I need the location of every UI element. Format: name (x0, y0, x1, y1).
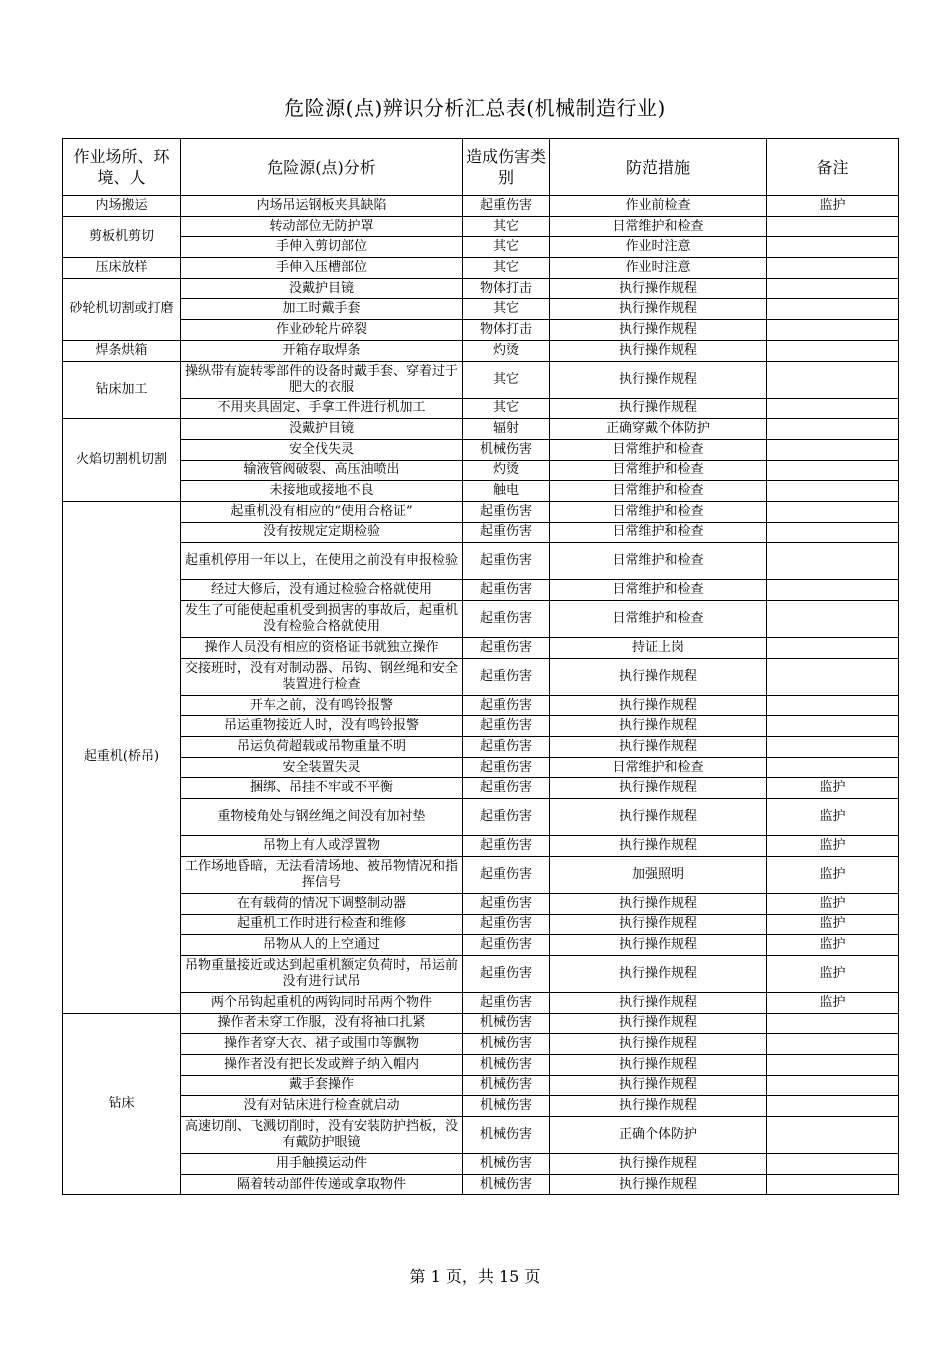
table-row (63, 460, 899, 481)
cell-injury: 辐射 (463, 419, 550, 440)
cell-injury: 起重伤害 (463, 757, 550, 778)
cell-measure: 执行操作规程 (550, 1034, 767, 1055)
cell-measure: 执行操作规程 (550, 1075, 767, 1096)
table-row (63, 914, 899, 935)
page-title: 危险源(点)辨识分析汇总表(机械制造行业) (284, 96, 666, 120)
cell-note (767, 1054, 899, 1075)
cell-place: 内场搬运 (63, 196, 181, 217)
cell-injury: 起重伤害 (463, 716, 550, 737)
table-row (63, 716, 899, 737)
cell-injury: 起重伤害 (463, 658, 550, 695)
cell-note (767, 216, 899, 237)
cell-note (767, 1013, 899, 1034)
cell-note (767, 1154, 899, 1175)
cell-injury: 起重伤害 (463, 955, 550, 992)
cell-measure: 执行操作规程 (550, 992, 767, 1013)
table-row (63, 522, 899, 543)
cell-injury: 起重伤害 (463, 543, 550, 580)
hazard-table (62, 138, 899, 1195)
cell-hazard: 发生了可能使起重机受到损害的事故后，起重机没有检验合格就使用 (181, 601, 463, 638)
cell-note (767, 501, 899, 522)
table-row (63, 695, 899, 716)
cell-hazard: 用手触摸运动件 (181, 1154, 463, 1175)
cell-hazard: 操作者没有把长发或辫子纳入帽内 (181, 1054, 463, 1075)
cell-injury: 物体打击 (463, 320, 550, 341)
cell-measure: 执行操作规程 (550, 716, 767, 737)
cell-injury: 机械伤害 (463, 1054, 550, 1075)
cell-injury: 起重伤害 (463, 992, 550, 1013)
cell-measure: 执行操作规程 (550, 955, 767, 992)
cell-injury: 其它 (463, 361, 550, 398)
cell-measure: 作业前检查 (550, 196, 767, 217)
table-row (63, 658, 899, 695)
cell-injury: 机械伤害 (463, 1096, 550, 1117)
cell-measure: 正确个体防护 (550, 1117, 767, 1154)
cell-measure: 执行操作规程 (550, 737, 767, 758)
cell-measure: 执行操作规程 (550, 1054, 767, 1075)
cell-measure: 执行操作规程 (550, 935, 767, 956)
cell-note (767, 716, 899, 737)
cell-measure: 执行操作规程 (550, 914, 767, 935)
table-row (63, 580, 899, 601)
cell-note (767, 601, 899, 638)
cell-injury: 机械伤害 (463, 1075, 550, 1096)
cell-hazard: 重物棱角处与钢丝绳之间没有加衬垫 (181, 799, 463, 836)
cell-hazard: 没有对钻床进行检查就启动 (181, 1096, 463, 1117)
cell-note: 监护 (767, 778, 899, 799)
cell-note (767, 522, 899, 543)
table-row (63, 737, 899, 758)
cell-injury: 起重伤害 (463, 737, 550, 758)
cell-note (767, 340, 899, 361)
cell-note (767, 658, 899, 695)
cell-measure: 作业时注意 (550, 237, 767, 258)
cell-note: 监护 (767, 836, 899, 857)
table-row (63, 1154, 899, 1175)
table-row (63, 1096, 899, 1117)
cell-hazard: 经过大修后，没有通过检验合格就使用 (181, 580, 463, 601)
cell-measure: 执行操作规程 (550, 799, 767, 836)
cell-hazard: 不用夹具固定、手拿工件进行机加工 (181, 398, 463, 419)
cell-note: 监护 (767, 196, 899, 217)
cell-note (767, 1034, 899, 1055)
cell-measure: 执行操作规程 (550, 1154, 767, 1175)
cell-injury: 起重伤害 (463, 914, 550, 935)
cell-note: 监护 (767, 893, 899, 914)
cell-measure: 执行操作规程 (550, 278, 767, 299)
cell-injury: 机械伤害 (463, 1154, 550, 1175)
cell-hazard: 安全装置失灵 (181, 757, 463, 778)
cell-injury: 起重伤害 (463, 638, 550, 659)
table-row (63, 638, 899, 659)
cell-note (767, 361, 899, 398)
cell-measure: 执行操作规程 (550, 361, 767, 398)
cell-note (767, 1075, 899, 1096)
cell-note (767, 237, 899, 258)
cell-measure: 作业时注意 (550, 258, 767, 279)
cell-measure: 日常维护和检查 (550, 580, 767, 601)
cell-measure: 执行操作规程 (550, 695, 767, 716)
cell-measure: 执行操作规程 (550, 1096, 767, 1117)
cell-note (767, 419, 899, 440)
table-row (63, 799, 899, 836)
cell-hazard: 未接地或接地不良 (181, 481, 463, 502)
cell-hazard: 手伸入剪切部位 (181, 237, 463, 258)
table-row (63, 856, 899, 893)
cell-hazard: 操作者穿大衣、裙子或围巾等飘物 (181, 1034, 463, 1055)
cell-measure: 执行操作规程 (550, 1013, 767, 1034)
cell-hazard: 开车之前，没有鸣铃报警 (181, 695, 463, 716)
cell-note (767, 695, 899, 716)
cell-hazard: 开箱存取焊条 (181, 340, 463, 361)
cell-injury: 其它 (463, 237, 550, 258)
cell-hazard: 工作场地昏暗，无法看清场地、被吊物情况和指挥信号 (181, 856, 463, 893)
cell-measure: 执行操作规程 (550, 778, 767, 799)
table-row (63, 992, 899, 1013)
cell-injury: 触电 (463, 481, 550, 502)
cell-note: 监护 (767, 935, 899, 956)
cell-measure: 日常维护和检查 (550, 439, 767, 460)
cell-measure: 日常维护和检查 (550, 501, 767, 522)
cell-injury: 起重伤害 (463, 893, 550, 914)
table-row (63, 196, 899, 217)
header-hazard: 危险源(点)分析 (181, 139, 463, 196)
cell-measure: 执行操作规程 (550, 1174, 767, 1195)
cell-note (767, 543, 899, 580)
header-place: 作业场所、环境、人 (63, 139, 181, 196)
cell-note (767, 1117, 899, 1154)
table-row (63, 361, 899, 398)
cell-hazard: 交接班时，没有对制动器、吊钩、钢丝绳和安全装置进行检查 (181, 658, 463, 695)
cell-injury: 起重伤害 (463, 501, 550, 522)
table-row (63, 501, 899, 522)
cell-hazard: 吊物重量接近或达到起重机额定负荷时，吊运前没有进行试吊 (181, 955, 463, 992)
cell-measure: 日常维护和检查 (550, 481, 767, 502)
cell-measure: 执行操作规程 (550, 320, 767, 341)
cell-hazard: 隔着转动部件传递或拿取物件 (181, 1174, 463, 1195)
table-row (63, 481, 899, 502)
cell-injury: 其它 (463, 299, 550, 320)
table-row (63, 601, 899, 638)
table-row (63, 1117, 899, 1154)
cell-injury: 机械伤害 (463, 1013, 550, 1034)
cell-measure: 执行操作规程 (550, 893, 767, 914)
cell-hazard: 起重机没有相应的“使用合格证” (181, 501, 463, 522)
cell-hazard: 吊物从人的上空通过 (181, 935, 463, 956)
table-row (63, 258, 899, 279)
cell-hazard: 操作人员没有相应的资格证书就独立操作 (181, 638, 463, 659)
cell-place: 起重机(桥吊) (63, 501, 181, 1013)
cell-hazard: 在有载荷的情况下调整制动器 (181, 893, 463, 914)
cell-hazard: 戴手套操作 (181, 1075, 463, 1096)
cell-place: 钻床加工 (63, 361, 181, 419)
cell-place: 剪板机剪切 (63, 216, 181, 257)
cell-place: 钻床 (63, 1013, 181, 1195)
cell-hazard: 高速切削、飞溅切削时，没有安装防护挡板，没有戴防护眼镜 (181, 1117, 463, 1154)
cell-hazard: 没有按规定定期检验 (181, 522, 463, 543)
cell-note (767, 481, 899, 502)
table-row (63, 1054, 899, 1075)
table-row (63, 439, 899, 460)
cell-injury: 起重伤害 (463, 799, 550, 836)
cell-hazard: 两个吊钩起重机的两钩同时吊两个物件 (181, 992, 463, 1013)
cell-hazard: 捆绑、吊挂不牢或不平衡 (181, 778, 463, 799)
cell-note (767, 299, 899, 320)
cell-note: 监护 (767, 914, 899, 935)
cell-place: 砂轮机切割或打磨 (63, 278, 181, 340)
cell-injury: 机械伤害 (463, 1034, 550, 1055)
cell-injury: 机械伤害 (463, 1117, 550, 1154)
table-row (63, 237, 899, 258)
cell-note (767, 757, 899, 778)
cell-measure: 日常维护和检查 (550, 522, 767, 543)
cell-injury: 机械伤害 (463, 439, 550, 460)
table-row (63, 778, 899, 799)
table-row (63, 419, 899, 440)
table-row (63, 299, 899, 320)
cell-hazard: 手伸入压槽部位 (181, 258, 463, 279)
cell-note (767, 398, 899, 419)
cell-hazard: 作业砂轮片碎裂 (181, 320, 463, 341)
table-row (63, 543, 899, 580)
cell-note (767, 460, 899, 481)
cell-injury: 其它 (463, 398, 550, 419)
cell-injury: 起重伤害 (463, 601, 550, 638)
cell-note (767, 580, 899, 601)
cell-measure: 执行操作规程 (550, 340, 767, 361)
table-row (63, 1034, 899, 1055)
cell-injury: 起重伤害 (463, 522, 550, 543)
cell-note: 监护 (767, 955, 899, 992)
cell-note (767, 1096, 899, 1117)
cell-hazard: 吊运负荷超载或吊物重量不明 (181, 737, 463, 758)
cell-note (767, 737, 899, 758)
cell-note (767, 320, 899, 341)
cell-injury: 起重伤害 (463, 836, 550, 857)
cell-hazard: 加工时戴手套 (181, 299, 463, 320)
table-row (63, 340, 899, 361)
cell-injury: 其它 (463, 258, 550, 279)
table-row (63, 1174, 899, 1195)
cell-note (767, 638, 899, 659)
cell-hazard: 吊运重物接近人时，没有鸣铃报警 (181, 716, 463, 737)
cell-hazard: 起重机工作时进行检查和维修 (181, 914, 463, 935)
table-row (63, 935, 899, 956)
cell-hazard: 安全伐失灵 (181, 439, 463, 460)
cell-note (767, 258, 899, 279)
header-measure: 防范措施 (550, 139, 767, 196)
header-note: 备注 (767, 139, 899, 196)
table-row (63, 398, 899, 419)
cell-hazard: 操纵带有旋转零部件的设备时戴手套、穿着过于肥大的衣服 (181, 361, 463, 398)
cell-note: 监护 (767, 856, 899, 893)
cell-injury: 其它 (463, 216, 550, 237)
cell-measure: 正确穿戴个体防护 (550, 419, 767, 440)
cell-hazard: 没戴护目镜 (181, 278, 463, 299)
table-row (63, 955, 899, 992)
cell-hazard: 内场吊运钢板夹具缺陷 (181, 196, 463, 217)
cell-place: 火焰切割机切割 (63, 419, 181, 502)
cell-measure: 执行操作规程 (550, 398, 767, 419)
cell-injury: 物体打击 (463, 278, 550, 299)
cell-hazard: 没戴护目镜 (181, 419, 463, 440)
cell-injury: 起重伤害 (463, 580, 550, 601)
cell-note (767, 1174, 899, 1195)
page-footer: 第 1 页，共 15 页 (409, 1267, 541, 1286)
table-row (63, 1013, 899, 1034)
cell-measure: 执行操作规程 (550, 836, 767, 857)
table-row (63, 320, 899, 341)
cell-injury: 起重伤害 (463, 196, 550, 217)
cell-hazard: 起重机停用一年以上，在使用之前没有申报检验 (181, 543, 463, 580)
cell-hazard: 输液管阀破裂、高压油喷出 (181, 460, 463, 481)
cell-place: 压床放样 (63, 258, 181, 279)
cell-injury: 起重伤害 (463, 778, 550, 799)
cell-injury: 灼烫 (463, 460, 550, 481)
table-row (63, 836, 899, 857)
header-row (63, 139, 899, 196)
cell-note: 监护 (767, 992, 899, 1013)
header-injury: 造成伤害类别 (463, 139, 550, 196)
table-row (63, 278, 899, 299)
cell-measure: 日常维护和检查 (550, 543, 767, 580)
cell-hazard: 操作者未穿工作服，没有将袖口扎紧 (181, 1013, 463, 1034)
cell-hazard: 吊物上有人或浮置物 (181, 836, 463, 857)
cell-note (767, 439, 899, 460)
cell-injury: 灼烫 (463, 340, 550, 361)
cell-note: 监护 (767, 799, 899, 836)
table-body (63, 196, 899, 1195)
table-row (63, 1075, 899, 1096)
cell-injury: 机械伤害 (463, 1174, 550, 1195)
cell-measure: 加强照明 (550, 856, 767, 893)
table-row (63, 216, 899, 237)
cell-measure: 执行操作规程 (550, 658, 767, 695)
cell-measure: 日常维护和检查 (550, 757, 767, 778)
table-row (63, 757, 899, 778)
table-row (63, 893, 899, 914)
cell-measure: 执行操作规程 (550, 299, 767, 320)
cell-measure: 日常维护和检查 (550, 460, 767, 481)
cell-injury: 起重伤害 (463, 856, 550, 893)
cell-place: 焊条烘箱 (63, 340, 181, 361)
cell-measure: 日常维护和检查 (550, 216, 767, 237)
cell-injury: 起重伤害 (463, 935, 550, 956)
cell-measure: 日常维护和检查 (550, 601, 767, 638)
cell-measure: 持证上岗 (550, 638, 767, 659)
cell-hazard: 转动部位无防护罩 (181, 216, 463, 237)
cell-note (767, 278, 899, 299)
cell-injury: 起重伤害 (463, 695, 550, 716)
